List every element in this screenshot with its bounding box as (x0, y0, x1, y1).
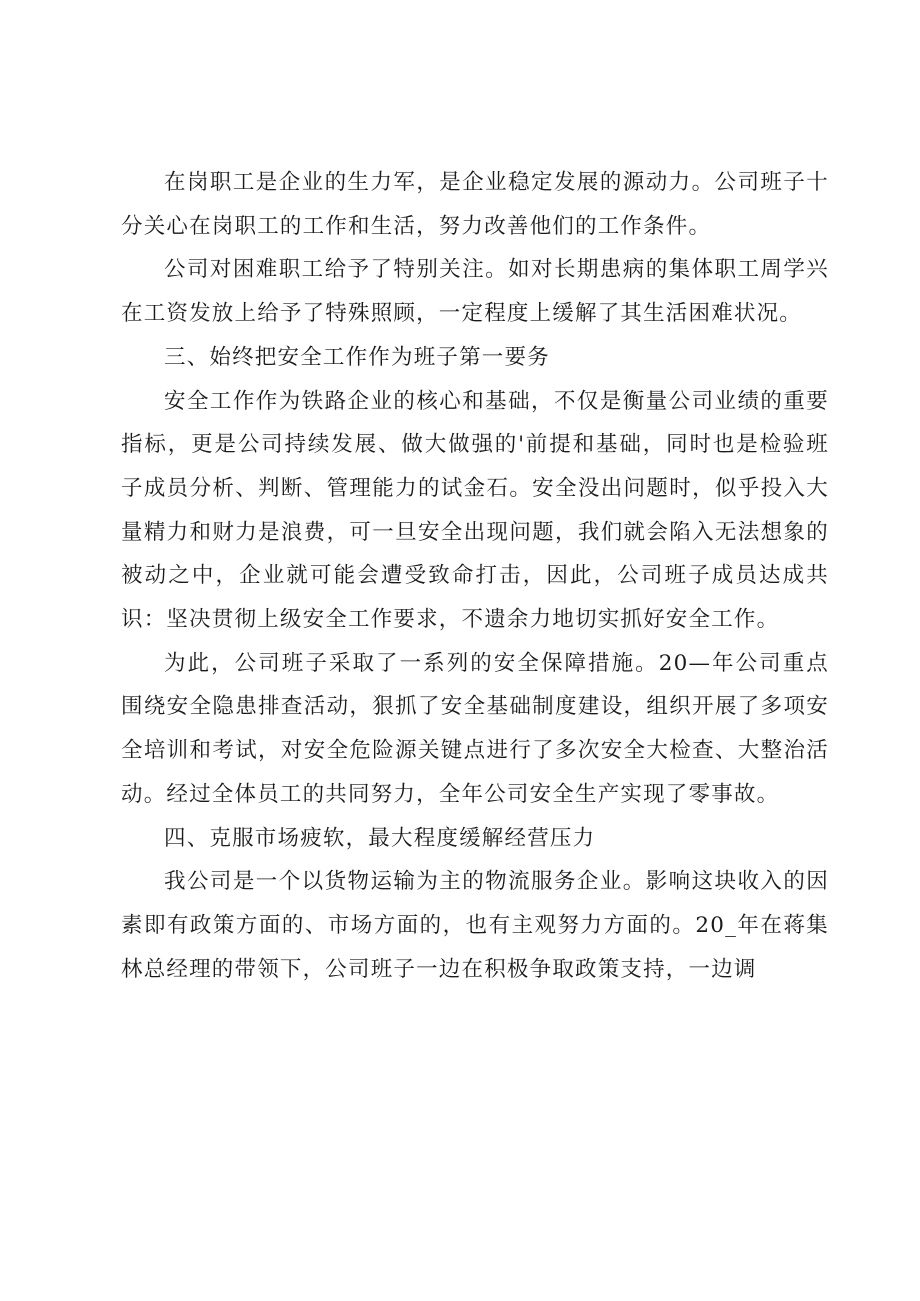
paragraph-employee-care: 在岗职工是企业的生力军，是企业稳定发展的源动力。公司班子十分关心在岗职工的工作和生活，努力改善他们的工作条件。 (121, 170, 829, 239)
document-body (121, 161, 829, 991)
paragraph-hardship-support: 公司对困难职工给予了特别关注。如对长期患病的集体职工周学兴在工资发放上给予了特殊照顾，一定程度上缓解了其生活困难状况。 (121, 257, 829, 327)
section-heading-market: 四、克服市场疲软，最大程度缓解经营压力 (164, 825, 596, 851)
section-heading-safety: 三、始终把安全工作作为班子第一要务 (164, 344, 550, 370)
paragraph-safety-measures: 为此，公司班子采取了一系列的安全保障措施。20—年公司重点围绕安全隐患排查活动，狠抓了安全基础制度建设，组织开展了多项安全培训和考试，对安全危险源关键点进行了多次安全大检查、大整治活动。经过全体员工的共同努力，全年公司安全生产实现了零事故。 (121, 650, 829, 807)
paragraph-market-pressure: 我公司是一个以货物运输为主的物流服务企业。影响这块收入的因素即有政策方面的、市场方面的，也有主观努力方面的。20_年在蒋集林总经理的带领下，公司班子一边在积极争取政策支持，一边调 (121, 869, 829, 982)
paragraph-safety-importance: 安全工作作为铁路企业的核心和基础，不仅是衡量公司业绩的重要指标，更是公司持续发展、做大做强的'前提和基础，同时也是检验班子成员分析、判断、管理能力的试金石。安全没出问题时，似乎投入大量精力和财力是浪费，可一旦安全出现问题，我们就会陷入无法想象的被动之中，企业就可能会遭受致命打击，因此，公司班子成员达成共识：坚决贯彻上级安全工作要求，不遗余力地切实抓好安全工作。 (121, 388, 829, 633)
